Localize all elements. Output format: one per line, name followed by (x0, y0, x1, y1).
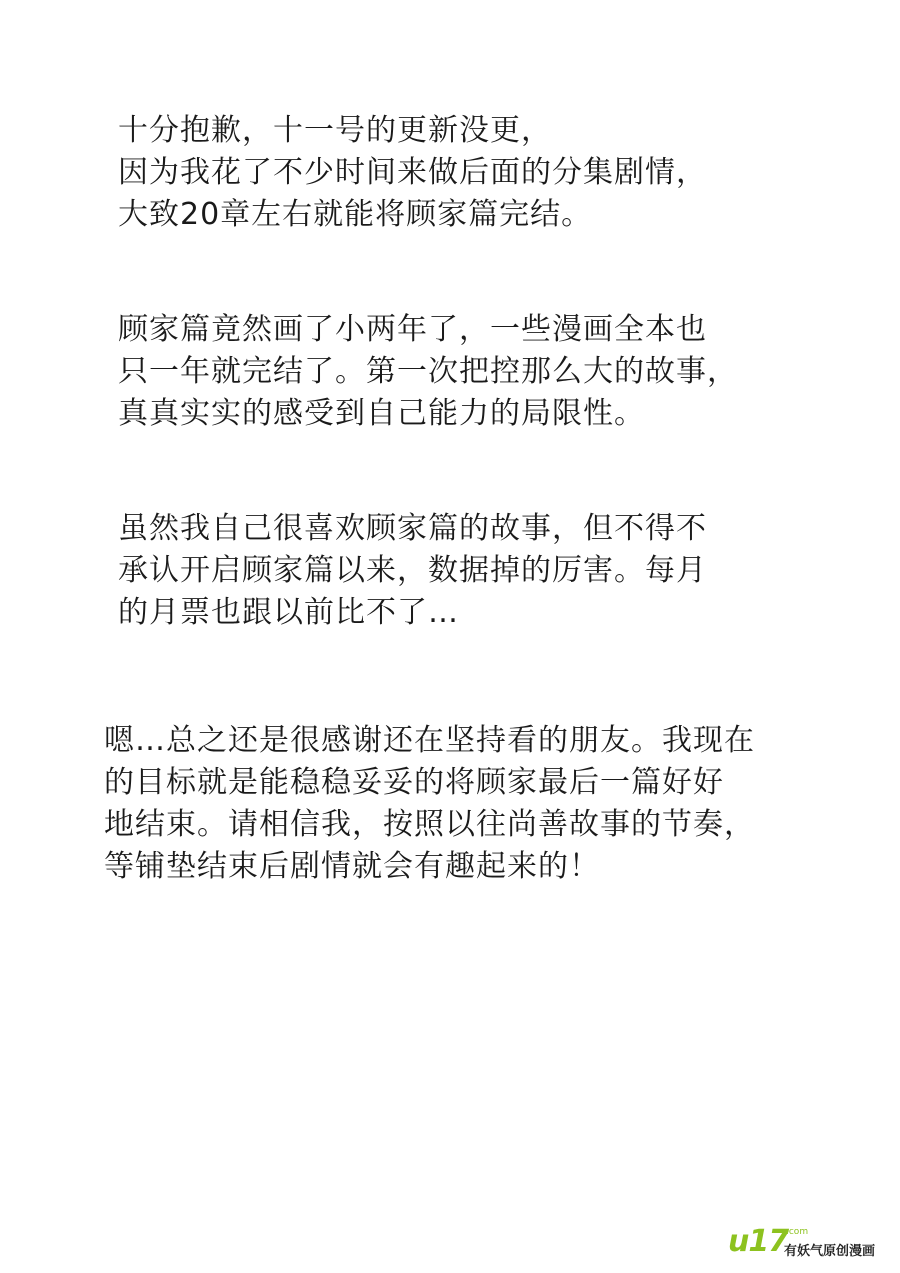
text-line: 的目标就是能稳稳妥妥的将顾家最后一篇好好 (104, 765, 724, 800)
text-line: 大致20章左右就能将顾家篇完结。 (118, 197, 593, 232)
text-line: 等铺垫结束后剧情就会有趣起来的！ (104, 849, 600, 884)
text-line: 地结束。请相信我，按照以往尚善故事的节奏， (104, 807, 755, 842)
text-line: 嗯…总之还是很感谢还在坚持看的朋友。我现在 (104, 723, 755, 758)
paragraph-thanks (104, 720, 755, 888)
text-line: 真真实实的感受到自己能力的局限性。 (118, 396, 645, 431)
text-line: 虽然我自己很喜欢顾家篇的故事，但不得不 (118, 511, 707, 546)
text-line: 承认开启顾家篇以来，数据掉的厉害。每月 (118, 553, 707, 588)
text-line: 只一年就完结了。第一次把控那么大的故事， (118, 354, 738, 389)
logo-mark: u17 (728, 1224, 789, 1259)
text-line: 因为我花了不少时间来做后面的分集剧情， (118, 155, 707, 190)
u17-watermark-logo (728, 1223, 878, 1263)
paragraph-reflection (118, 309, 738, 435)
paragraph-data-drop (118, 508, 707, 634)
logo-tagline: 有妖气原创漫画 (784, 1244, 876, 1259)
logo-domain-suffix: .com (786, 1227, 809, 1237)
paragraph-apology (118, 110, 707, 236)
text-line: 的月票也跟以前比不了… (118, 595, 459, 630)
text-line: 十分抱歉，十一号的更新没更， (118, 113, 552, 148)
text-line: 顾家篇竟然画了小两年了，一些漫画全本也 (118, 312, 707, 347)
